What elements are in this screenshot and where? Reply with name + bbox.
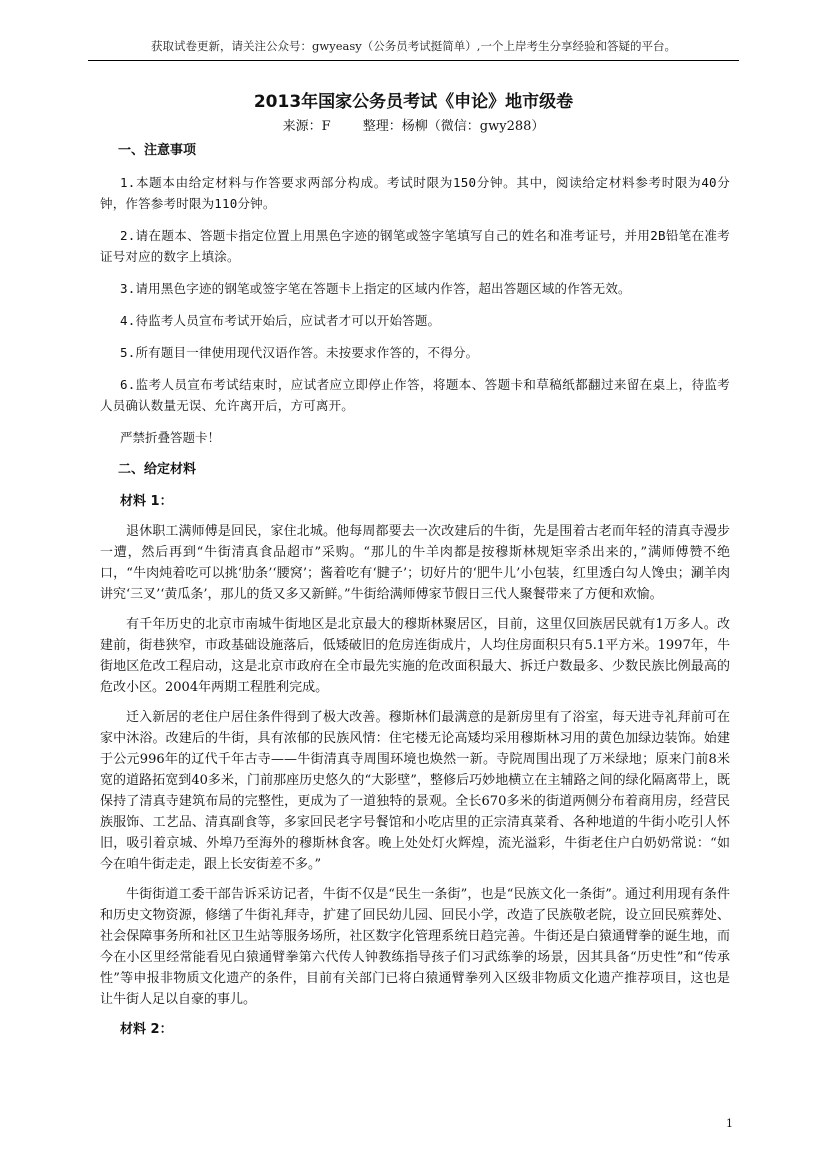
- material-paragraph: 牛街街道工委干部告诉采访记者，牛街不仅是“民生一条街”，也是“民族文化一条街”。通过利用现有条件和历史文物资源，修缮了牛街礼拜寺，扩建了回民幼儿园、回民小学，改造了民族敬老院，设立回民殡葬处、社会保障事务所和社区卫生站等服务场所，社区数字化管理系统日趋完善。牛街还是白猿通臂拳的诞生地，而今在小区里经常能看见白猿通臂拳第六代传人钟教练指导孩子们习武练拳的场景，因其具备“历史性”和“传承性”等申报非物质文化遗产的条件，目前有关部门已将白猿通臂拳列入区级非物质文化遗产推荐项目，这也是让牛街人足以自豪的事儿。: [100, 887, 730, 1007]
- document-body: [100, 140, 730, 1049]
- material-2-label: 材料 2：: [120, 1022, 173, 1037]
- source-label: 来源：F: [282, 119, 331, 134]
- editor-label: 整理：杨柳（微信：gwy288）: [362, 119, 545, 134]
- header-divider: [88, 60, 739, 61]
- notice-item: 4.待监考人员宣布考试开始后，应试者才可以开始答题。: [120, 313, 441, 328]
- warning-text: 严禁折叠答题卡！: [120, 430, 221, 445]
- notice-item: 6.监考人员宣布考试结束时，应试者应立即停止作答，将题本、答题卡和草稿纸都翻过来留在桌上，待监考人员确认数量无误、允许离开后，方可离开。: [100, 377, 730, 413]
- material-paragraph: 有千年历史的北京市南城牛街地区是北京最大的穆斯林聚居区，目前，这里仅回族居民就有1万多人。改建前，街巷狭窄，市政基础设施落后，低矮破旧的危房连街成片，人均住房面积只有5.1平方米。1997年，牛街地区危改工程启动，这是北京市政府在全市最先实施的危改面积最大、拆迁户数最多、少数民族比例最高的危改小区。2004年两期工程胜利完成。: [100, 617, 730, 695]
- notice-item: 2.请在题本、答题卡指定位置上用黑色字迹的钢笔或签字笔填写自己的姓名和准考证号，并用2B铅笔在准考证号对应的数字上填涂。: [100, 228, 730, 264]
- notice-item: 3.请用黑色字迹的钢笔或签字笔在答题卡上指定的区域内作答，超出答题区域的作答无效。: [120, 281, 631, 296]
- document-subtitle: [0, 115, 827, 134]
- material-paragraph: 退休职工满师傅是回民，家住北城。他每周都要去一次改建后的牛街，先是围着古老而年轻的清真寺漫步一遭，然后再到“牛街清真食品超市”采购。“那儿的牛羊肉都是按穆斯林规矩宰杀出来的，”满师傅赞不绝口，“牛肉炖着吃可以挑‘肋条’‘腰窝’；酱着吃有‘腱子’；切好片的‘肥牛儿’小包装，红里透白勾人馋虫；涮羊肉讲究‘三叉’‘黄瓜条’，那儿的货又多又新鲜。”牛街给满师傅家节假日三代人聚餐带来了方便和欢愉。: [100, 524, 730, 602]
- header-note: 获取试卷更新，请关注公众号：gwyeasy（公务员考试挺简单）,一个上岸考生分享经验和答疑的平台。: [151, 39, 676, 53]
- section-heading-materials: 二、给定材料: [118, 462, 197, 477]
- material-paragraph: 迁入新居的老住户居住条件得到了极大改善。穆斯林们最满意的是新房里有了浴室，每天进寺礼拜前可在家中沐浴。改建后的牛街，具有浓郁的民族风情：住宅楼无论高矮均采用穆斯林习用的黄色加绿边装饰。始建于公元996年的辽代千年古寺——牛街清真寺周围环境也焕然一新。寺院周围出现了万米绿地；原来门前8米宽的道路拓宽到40多米，门前那座历史悠久的“大影壁”，整修后巧妙地横立在主辅路之间的绿化隔离带上，既保持了清真寺建筑布局的完整性，更成为了一道独特的景观。全长670多米的街道两侧分布着商用房，经营民族服饰、工艺品、清真副食等，多家回民老字号餐馆和小吃店里的正宗清真菜肴、各种地道的牛街小吃引人怀旧，吸引着京城、外埠乃至海外的穆斯林食客。晚上处处灯火辉煌，流光溢彩，牛街老住户白奶奶常说：“如今在咱牛街走走，跟上长安街差不多。”: [100, 710, 730, 872]
- page-title: 2013年国家公务员考试《申论》地市级卷: [253, 92, 574, 112]
- notice-item: 1.本题本由给定材料与作答要求两部分构成。考试时限为150分钟。其中，阅读给定材料参考时限为40分钟，作答参考时限为110分钟。: [100, 175, 730, 211]
- notice-item: 5.所有题目一律使用现代汉语作答。未按要求作答的，不得分。: [120, 345, 479, 360]
- material-1-label: 材料 1：: [120, 494, 173, 509]
- section-heading-notice: 一、注意事项: [118, 143, 197, 158]
- page-number: 1: [726, 1117, 733, 1130]
